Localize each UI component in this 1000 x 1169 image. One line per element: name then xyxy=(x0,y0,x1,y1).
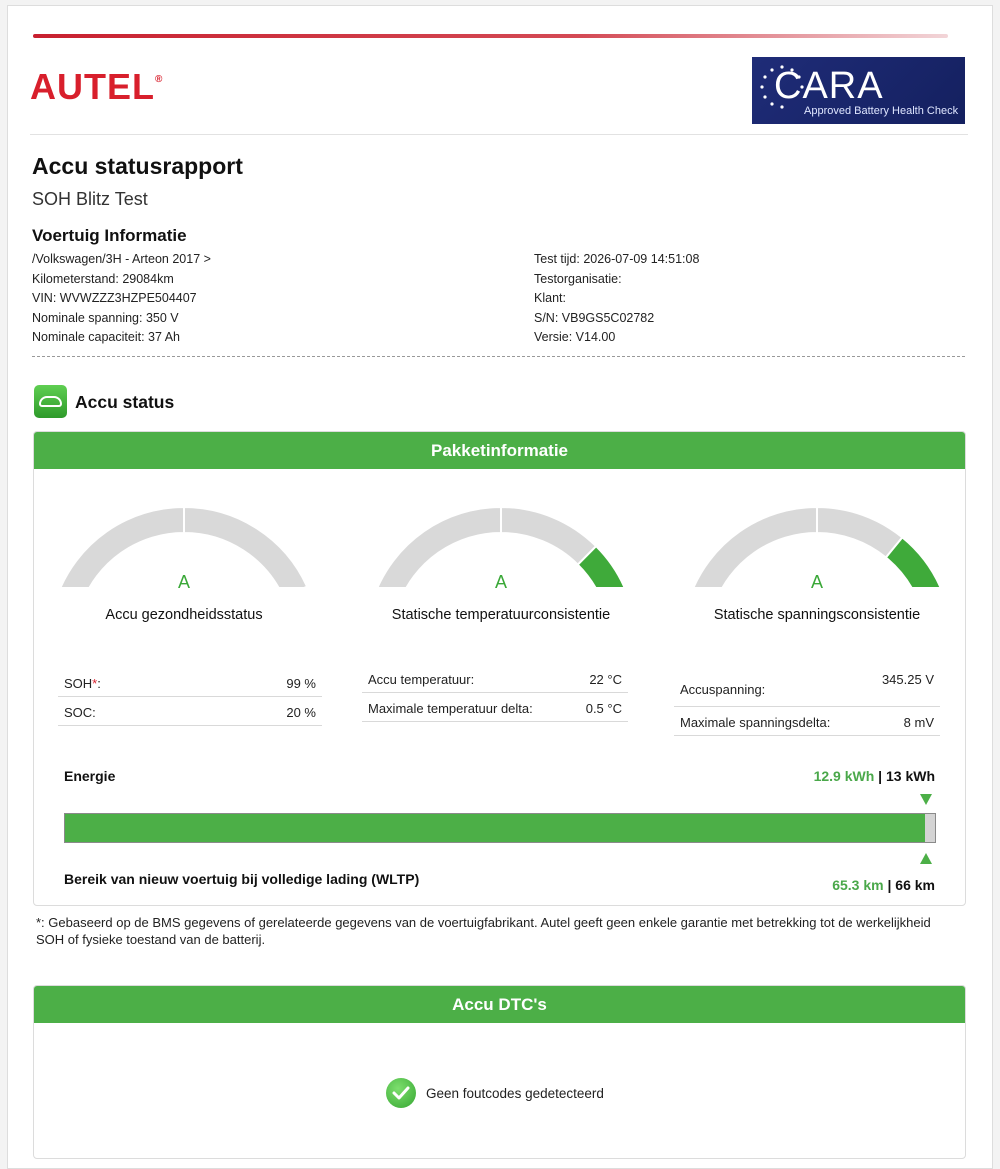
vehicle-info-heading: Voertuig Informatie xyxy=(32,226,187,245)
no-dtc-status xyxy=(386,1078,604,1108)
range-marker-icon xyxy=(920,853,932,864)
grade-temperature: A xyxy=(494,572,507,592)
header-divider xyxy=(30,134,968,135)
energy-label: Energie xyxy=(64,768,116,784)
battery-car-icon xyxy=(34,385,67,418)
vehicle-info-left: /Volkswagen/3H - Arteon 2017 > Kilometerstand: 29084km VIN: WVWZZZ3HZPE504407 Nominale spanning: 350 V Nominale capaciteit: 37 Ah xyxy=(32,252,211,344)
page-subtitle: SOH Blitz Test xyxy=(32,189,148,209)
section-divider xyxy=(32,356,965,357)
table-row: Maximale spanningsdelta: 8 mV xyxy=(674,707,940,736)
table-row: SOH*: 99 % xyxy=(58,668,322,697)
footnote: *: Gebaseerd op de BMS gegevens of gerelateerde gegevens van de voertuigfabrikant. Autel geeft geen enkele garantie met betrekking tot de werkelijkheid SOH of fysieke toestand van de batterij. xyxy=(36,915,931,947)
vehicle-info-right: Test tijd: 2026-07-09 14:51:08 Testorganisatie: Klant: S/N: VB9GS5C02782 Versie: V14.00 xyxy=(534,252,700,344)
report-page xyxy=(7,5,993,1169)
cara-logo: CARA Approved Battery Health Check xyxy=(752,57,965,124)
energy-bar-fill xyxy=(65,814,925,842)
label-health: Accu gezondheidsstatus xyxy=(105,607,263,623)
gauge-segment-gray xyxy=(501,507,596,565)
temperature-table xyxy=(362,664,628,722)
gauge-segment-gray xyxy=(817,507,902,558)
energy-value: 12.9 kWh | 13 kWh xyxy=(813,768,935,784)
no-dtc-message: Geen foutcodes gedetecteerd xyxy=(426,1085,604,1101)
energy-marker-icon xyxy=(920,794,932,805)
grade-voltage: A xyxy=(810,572,823,592)
autel-logo: AUTEL® xyxy=(30,66,164,107)
gauge-voltage xyxy=(677,487,957,637)
health-table xyxy=(58,668,322,726)
table-row: SOC: 20 % xyxy=(58,697,322,726)
dtc-header: Accu DTC's xyxy=(34,986,965,1023)
label-voltage: Statische spanningsconsistentie xyxy=(713,607,921,623)
table-row: Maximale temperatuur delta: 0.5 °C xyxy=(362,693,628,722)
table-row: Accu temperatuur: 22 °C xyxy=(362,664,628,693)
gauge-health xyxy=(44,487,324,637)
section-title-accu-status: Accu status xyxy=(75,392,175,412)
range-value: 65.3 km | 66 km xyxy=(832,877,935,893)
page-title: Accu statusrapport xyxy=(32,153,243,179)
voltage-table xyxy=(674,668,940,736)
dtc-card xyxy=(33,985,966,1159)
energy-bar xyxy=(64,813,936,843)
top-accent-line xyxy=(33,34,948,38)
pack-info-card xyxy=(33,431,966,906)
gauge-temperature xyxy=(361,487,641,637)
table-row: Accuspanning: 345.25 V xyxy=(674,668,940,707)
grade-health: A xyxy=(177,572,190,592)
check-icon xyxy=(386,1078,416,1108)
label-temperature: Statische temperatuurconsistentie xyxy=(391,607,611,623)
pack-info-header: Pakketinformatie xyxy=(34,432,965,469)
range-label: Bereik van nieuw voertuig bij volledige lading (WLTP) xyxy=(64,871,420,887)
